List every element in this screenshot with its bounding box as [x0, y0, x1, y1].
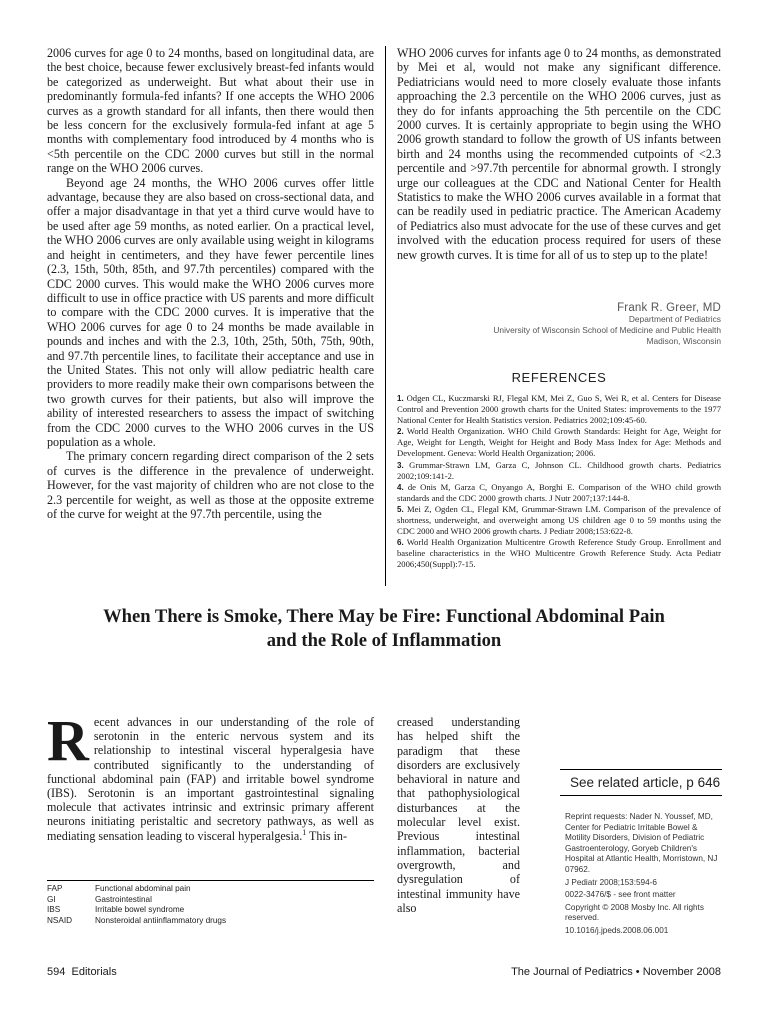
- abbreviations-rule: [47, 880, 374, 881]
- reference-text: Mei Z, Ogden CL, Flegal KM, Grummar-Strawn LM. Comparison of the prevalence of shortness, underweight, and overweight among US children age 0 to 59 months using the CDC 2000 and WHO 2006 growth charts. J Pediatr 2008;153:622-8.: [397, 503, 721, 537]
- intro-tail: This in-: [306, 828, 347, 843]
- reprint-info: [565, 812, 723, 939]
- abbreviation-key: IBS: [47, 905, 61, 915]
- related-article-box: [560, 769, 722, 796]
- column-divider: [385, 46, 386, 586]
- reference-text: World Health Organization Multicentre Growth Reference Study Group. Enrollment and baseline characteristics in the WHO Multicentre Growth Reference Study. Acta Pediatr 2006;450(Suppl):7-15.: [397, 537, 722, 570]
- journal-name: The Journal of Pediatrics: [511, 966, 633, 978]
- abbreviation-value: Functional abdominal pain: [95, 884, 191, 893]
- reference-number: 6.: [397, 538, 404, 548]
- references-list: [397, 393, 721, 571]
- reference-item: [397, 460, 721, 482]
- reference-item: [397, 393, 721, 426]
- reprint-requests: Reprint requests: Nader N. Youssef, MD, Center for Pediatric Irritable Bowel & Motility Disorders, Division of Pediatric Gastroenterology, Goryeb Children's Hospital at Atlantic Health, Morristown, NJ 07962.: [565, 812, 718, 874]
- abbreviations-table: [47, 884, 374, 926]
- intro-mid-paragraph: creased understanding has helped shift the paradigm that these disorders are exclusively behavioral in nature and that pathophysiological disturbances at the molecular level exist. Previous intestinal inflammation, bacterial overgrowth, and dysregulation of intestinal immunity have also: [397, 715, 520, 915]
- left-paragraph-3: The primary concern regarding direct comparison of the 2 sets of curves is the difference in the prevalence of underweight. However, for the vast majority of children who are not close to the 2.3 percentile for weight, as well as those at the opposite extreme of the curve for weight at the 97.7th percentile, using the: [47, 449, 374, 521]
- journal-citation: J Pediatr 2008;153:594-6: [565, 877, 657, 887]
- related-article-link[interactable]: See related article, p 646: [570, 775, 721, 790]
- reference-item: [397, 426, 721, 459]
- issue-date: November 2008: [642, 966, 721, 978]
- reference-item: [397, 537, 721, 570]
- citation-superscript: 1: [302, 827, 307, 837]
- left-paragraph-1: 2006 curves for age 0 to 24 months, based on longitudinal data, are the best choice, because fewer exclusively breast-fed infants would be categorized as underweight. But what about their use in predominantly formula-fed infants? If one accepts the WHO 2006 curves as a growth standard for all infants, then there would then be less concern for the exclusively formula-fed infant at age 5 months with complementary food introduced by 4 months who is <5th percentile on the CDC 2000 curves but still in the normal range on the WHO 2006 curves.: [47, 46, 374, 176]
- abbreviation-row: [47, 905, 374, 916]
- reference-item: [397, 482, 721, 504]
- footer-bullet: •: [635, 966, 640, 978]
- right-column: [397, 46, 721, 262]
- reference-number: 1.: [397, 394, 404, 403]
- footer-left: [47, 966, 117, 978]
- abbreviation-value: Irritable bowel syndrome: [95, 905, 185, 915]
- section-name: Editorials: [71, 966, 117, 978]
- reference-number: 4.: [397, 482, 404, 492]
- author-dept: Department of Pediatrics: [628, 314, 721, 324]
- abbreviation-value: Nonsteroidal antiinflammatory drugs: [95, 915, 227, 925]
- footer-right: [511, 966, 721, 978]
- article-title-line-1: When There is Smoke, There May be Fire: Functional Abdominal Pain: [103, 606, 665, 627]
- intro-text: ecent advances in our understanding of the role of serotonin in the enteric nervous system and its relationship to intestinal visceral hyperalgesia have contributed significantly to the understanding of functional abdominal pain (FAP) and irritable bowel syndrome (IBS). Serotonin is an important gastrointestinal signaling molecule that activates intrinsic and extrinsic primary afferent neurons initiating peristaltic and secretory pathways, as well as mediating sensation leading to visceral hyperalgesia.: [47, 715, 374, 843]
- doi-link[interactable]: 10.1016/j.jpeds.2008.06.001: [565, 925, 669, 935]
- abbreviation-row: [47, 895, 374, 906]
- reference-text: World Health Organization. WHO Child Growth Standards: Height for Age, Weight for Age, Weight for Length, Weight for Height and Body Mass Index for Age: Methods and Development. Geneva: World Health Organization; 2006.: [397, 426, 721, 459]
- copyright-line: Copyright © 2008 Mosby Inc. All rights reserved.: [565, 902, 704, 923]
- right-paragraph: WHO 2006 curves for infants age 0 to 24 months, as demonstrated by Mei et al, would not make any significant difference. Pediatricians would need to more closely evaluate those infants approaching the 2.3 percentile on the WHO 2006 curves, just as they do for infants approaching the 5th percentile on the CDC 2000 curves. It is certainly appropriate to begin using the WHO 2006 growth standard to follow the growth of US infants between birth and 24 months using the recommended cutpoints of <2.3 percentile and >97.7th percentile for abnormal growth. I strongly urge our colleagues at the CDC and National Center for Health Statistics to make the WHO 2006 curves available in a format that can be readily used in pediatric practice. The American Academy of Pediatrics also must advocate for the use of these curves and get involved with the education process required for users of these new growth curves. It is time for all of us to step up to the plate!: [397, 46, 721, 262]
- left-column: [47, 46, 374, 521]
- article-title: [40, 605, 728, 653]
- author-name: Frank R. Greer, MD: [617, 302, 721, 314]
- left-paragraph-2: Beyond age 24 months, the WHO 2006 curves offer little advantage, because they are also based on cross-sectional data, and offer a major disadvantage in that yet a third curve would have to be used after age 59 months, as noted earlier. On a practical level, the WHO 2006 curves are only available using weight in kilograms and height in centimeters, and they have fewer percentile lines (2.3, 15th, 50th, 85th, and 97.7th percentiles) compared with the CDC 2000 curves. This would make the WHO 2006 curves more difficult to use in office practice with US parents and more difficult to compare with the CDC 2000 curves. It is imperative that the WHO 2006 curves for age 0 to 24 months be made available in pounds and inches and with the 2.3, 10th, 25th, 50th, 75th, 90th, and 97.7th percentile lines, to facilitate their acceptance and use in the United States. This not only will allow pediatric health care providers to more readily make their own comparisons between the two growth curves for their patients, but also will improve the ability of interested researchers to assess the impact of switching from the CDC 2000 curves to the WHO 2006 curves in the US population as a whole.: [47, 175, 374, 449]
- article-title-line-2: and the Role of Inflammation: [266, 630, 502, 651]
- reference-item: [397, 504, 721, 537]
- reference-number: 5.: [397, 504, 404, 514]
- issn-line: 0022-3476/$ - see front matter: [565, 890, 676, 900]
- abbreviation-row: [47, 916, 374, 927]
- abbreviation-row: [47, 884, 374, 895]
- reference-text: Grummar-Strawn LM, Garza C, Johnson CL. Childhood growth charts. Pediatrics 2002;109:141-2.: [397, 459, 721, 481]
- author-institution: University of Wisconsin School of Medicine and Public Health: [493, 325, 721, 335]
- intro-mid-column: [397, 715, 520, 915]
- signature-block: [397, 302, 721, 347]
- intro-left-column: [47, 708, 374, 843]
- author-location: Madison, Wisconsin: [646, 336, 721, 346]
- drop-cap: R: [47, 708, 89, 773]
- abbreviation-key: NSAID: [47, 915, 73, 925]
- page-number: 594: [47, 966, 66, 978]
- reference-text: Odgen CL, Kuczmarski RJ, Flegal KM, Mei Z, Guo S, Wei R, et al. Centers for Disease Control and Prevention 2000 growth charts for the United States: improvements to the 1977 National Center for Health Statistics version. Pediatrics 2002;109:45-60.: [397, 393, 721, 426]
- reference-number: 2.: [397, 427, 404, 437]
- abbreviation-value: Gastrointestinal: [95, 894, 152, 904]
- abbreviation-key: GI: [47, 894, 56, 904]
- references-heading: REFERENCES: [511, 370, 607, 385]
- reference-text: de Onis M, Garza C, Onyango A, Borghi E. Comparison of the WHO child growth standards and the CDC 2000 growth charts. J Nutr 2007;137:144-8.: [397, 481, 721, 503]
- abbreviation-key: FAP: [47, 884, 63, 893]
- intro-paragraph: [47, 708, 374, 843]
- reference-number: 3.: [397, 460, 404, 470]
